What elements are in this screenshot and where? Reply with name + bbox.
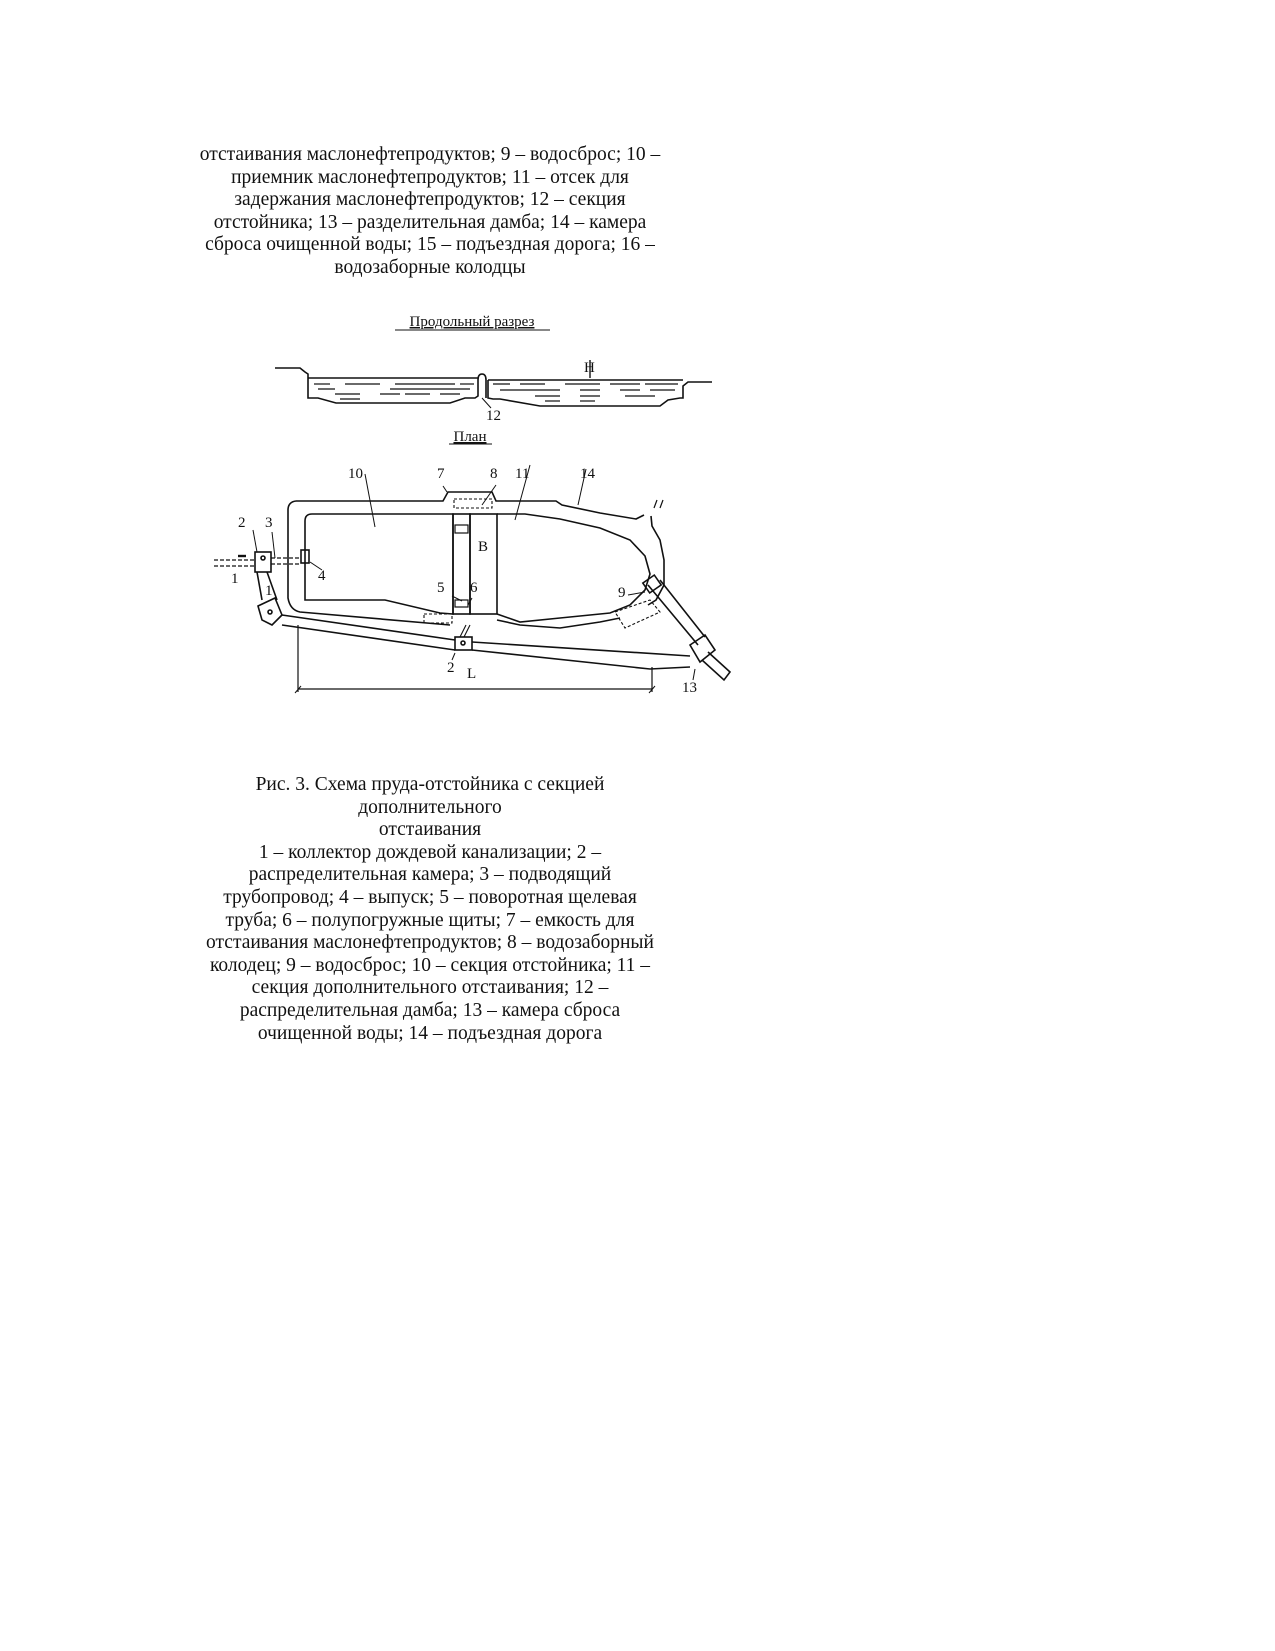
caption-legend-line: труба; 6 – полупогружные щиты; 7 – емкость для [225,909,635,931]
label-8: 8 [490,466,498,482]
caption-legend-line: колодец; 9 – водосброс; 10 – секция отстойника; 11 – [209,954,651,976]
text-line: отстаивания маслонефтепродуктов; 9 – водосброс; 10 – [199,144,661,165]
section-title: Продольный разрез [409,314,535,330]
caption-title-line: отстаивания [378,819,482,841]
figure-caption [170,774,690,1045]
caption-legend-line: распределительная камера; 3 – подводящий [248,864,612,886]
label-2-left: 2 [238,515,246,531]
label-11: 11 [515,466,530,482]
label-2-bottom: 2 [447,660,455,676]
label-4: 4 [318,568,326,584]
plan-view [214,465,730,693]
settling-pond-diagram [0,0,1275,760]
label-7: 7 [437,466,445,482]
caption-legend-line: очищенной воды; 14 – подъездная дорога [257,1022,603,1044]
text-line: водозаборные колодцы [334,256,526,278]
caption-title-line: Рис. 3. Схема пруда-отстойника с секцией [255,774,605,795]
caption-legend-line: трубопровод; 4 – выпуск; 5 – поворотная щелевая [223,886,637,908]
label-9: 9 [618,585,626,601]
label-14: 14 [580,466,595,482]
label-1-branch: 1 [265,583,273,599]
label-13: 13 [682,680,697,696]
label-b-width: B [478,539,489,555]
caption-legend-line: 1 – коллектор дождевой канализации; 2 – [258,841,602,863]
caption-legend-line: секция дополнительного отстаивания; 12 – [251,977,609,999]
text-line: сброса очищенной воды; 15 – подъездная дорога; 16 – [205,234,655,256]
caption-legend-line: отстаивания маслонефтепродуктов; 8 – водозаборный [206,932,654,954]
text-line: приемник маслонефтепродуктов; 11 – отсек для [231,166,629,188]
label-1: 1 [231,571,239,587]
caption-title-line: дополнительного [358,796,502,818]
label-5: 5 [437,580,445,596]
longitudinal-section [275,360,712,406]
label-6: 6 [470,580,478,596]
dam-label: 12 [486,408,501,424]
label-10: 10 [348,466,363,482]
caption-legend-line: распределительная дамба; 13 – камера сброса [239,999,621,1021]
label-l-length: L [467,666,477,682]
label-3: 3 [265,515,273,531]
depth-label: H [584,360,595,376]
text-line: отстойника; 13 – разделительная дамба; 14 – камера [213,211,647,233]
plan-title: План [453,429,487,445]
text-line: задержания маслонефтепродуктов; 12 – секция [234,189,626,211]
